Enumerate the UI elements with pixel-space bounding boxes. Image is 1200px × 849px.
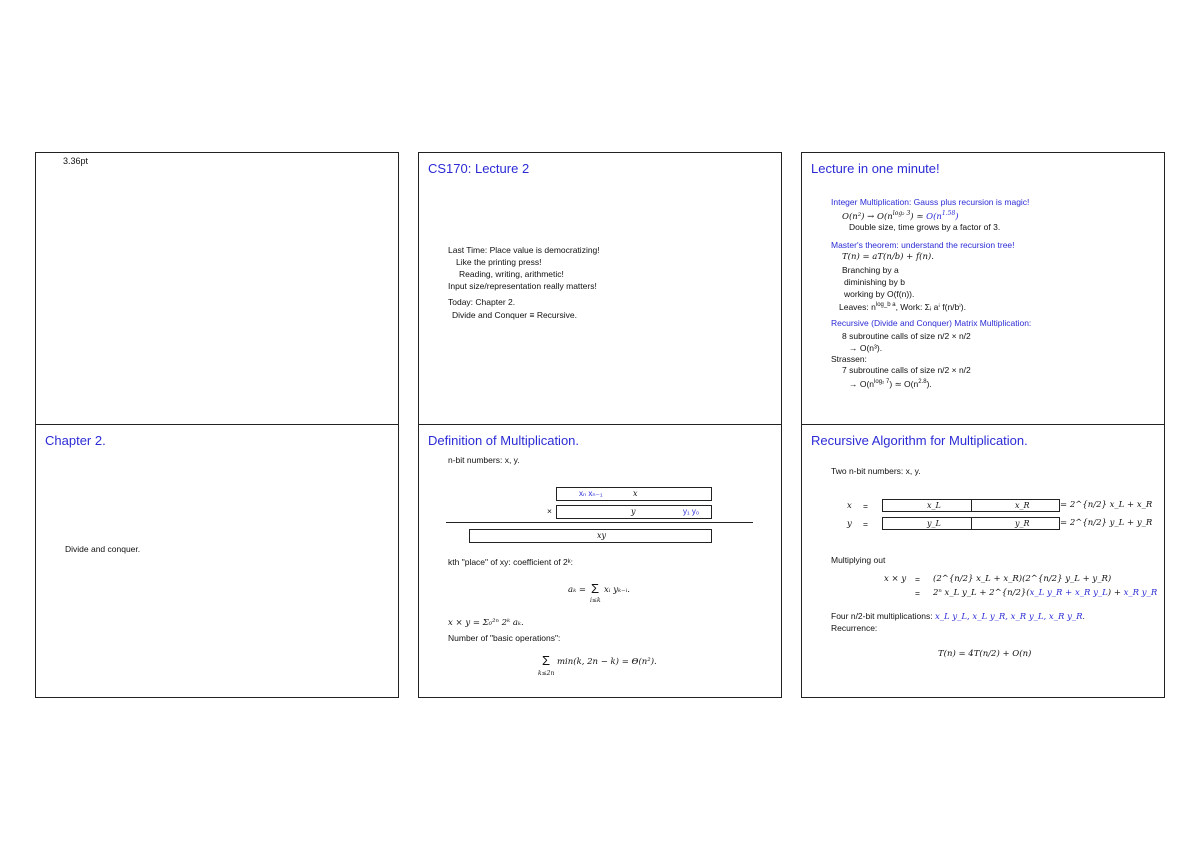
s2-line-2: Reading, writing, arithmetic! [459,269,564,279]
s6-y-eq: = [863,519,868,529]
s6-line2-eq: = [915,588,920,598]
s5-ak-sum: Σ [591,581,600,596]
y-digits-box: y y₁ y₀ [556,505,712,519]
s3-mt-line-1: diminishing by b [844,277,905,287]
s3-mt-heading: Master's theorem: understand the recursion tree! [831,240,1015,250]
s6-mult-out: Multiplying out [831,555,886,565]
s6-x-var: x [847,501,852,511]
s3-mt-line-0: Branching by a [842,265,899,275]
slide-4-body: Divide and conquer. [65,544,141,554]
s5-ak-rhs: xᵢ yₖ₋ᵢ. [604,585,631,595]
s3-im-eq: $O(n^2) \to O(n^{log_2 3})$ ≃ $O(n^{1.58})$ [842,210,959,222]
x-digits-box: xₙ xₙ₋₁ x [556,487,712,501]
s5-basic-ops: Number of "basic operations": [448,633,561,643]
s6-line1-eq: = [915,574,920,584]
slide-2-title: CS170: Lecture 2 [428,161,530,176]
s6-line2: 2ⁿ x_L y_L + 2^{n/2}(x_L y_R + x_R y_L) + x_R y_R [933,588,1158,598]
s3-rm-line-1: 8 subroutine calls of size n/2 × n/2 [842,331,971,341]
s2-line-0: Last Time: Place value is democratizing! [448,245,600,255]
s6-rec-eq: T(n) = 4T(n/2) + O(n) [938,649,1032,659]
s5-ops-sub: k≤2n [538,670,555,677]
slide-4-title: Chapter 2. [45,433,106,448]
slide-1-text: 3.36pt [63,156,89,166]
slide-2 [418,152,782,425]
s3-mt-line-2: working by O(f(n)). [844,289,915,299]
slide-5-title: Definition of Multiplication. [428,433,580,448]
s6-recurrence: Recurrence: [831,623,878,633]
s2-line-5: Divide and Conquer ≡ Recursive. [452,310,577,320]
s6-x-rhs: = 2^{n/2} x_L + x_R [1060,500,1153,510]
s6-y-rhs: = 2^{n/2} y_L + y_R [1060,518,1153,528]
slide-1 [35,152,399,425]
y-halves-box: y_L y_R [882,517,1060,530]
slide-5 [418,424,782,698]
s3-mt-leaves: Leaves: $n^{log\_b a}$, Work: Σᵢ aⁱ f(n/bⁱ). [839,301,966,312]
product-box: xy [469,529,712,543]
product-rule [446,522,753,523]
s6-line1-rhs: (2^{n/2} x_L + x_R)(2^{n/2} y_L + y_R) [933,574,1112,584]
s3-st-line-1: 7 subroutine calls of size n/2 × n/2 [842,365,971,375]
s2-line-4: Today: Chapter 2. [448,297,516,307]
s5-ops-rhs: min(k, 2n − k) = Θ(n²). [557,657,657,667]
s6-x-eq: = [863,501,868,511]
s2-line-3: Input size/representation really matters! [448,281,597,291]
s3-rm-heading: Recursive (Divide and Conquer) Matrix Multiplication: [831,318,1032,328]
s6-line1-lhs: x × y [884,574,907,584]
s3-im-note: Double size, time grows by a factor of 3. [849,222,1001,232]
s3-im-heading: Integer Multiplication: Gauss plus recursion is magic! [831,197,1030,207]
s3-mt-eq: T(n) = aT(n/b) + f(n). [842,252,934,262]
slide-3-title: Lecture in one minute! [811,161,940,176]
times-sign: × [547,506,552,516]
s6-four: Four n/2-bit multiplications: x_L y_L, x_L y_R, x_R y_L, x_R y_R. [831,611,1085,622]
s6-y-var: y [847,519,852,529]
x-halves-box: x_L x_R [882,499,1060,512]
slide-3 [801,152,1165,425]
slide-6-title: Recursive Algorithm for Multiplication. [811,433,1028,448]
s3-st-heading: Strassen: [831,354,867,364]
s2-line-1: Like the printing press! [456,257,542,267]
s5-intro: n-bit numbers: x, y. [448,455,520,465]
s3-st-line-2: → $O(n^{log_2 7})$ ≃ $O(n^{2.8})$. [849,378,932,389]
s5-ops-sum: Σ [542,653,551,668]
s3-rm-line-2: → O(n³). [849,343,883,353]
s6-intro: Two n-bit numbers: x, y. [831,466,921,476]
slide-6 [801,424,1165,698]
s5-ak-lhs: aₖ = [568,585,586,595]
s5-kth-place: kth "place" of xy: coefficient of 2ᵏ: [448,557,573,567]
s5-xy-eq: x × y = Σ₀²ⁿ 2ᵏ aₖ. [448,618,524,628]
slide-4 [35,424,399,698]
s5-ak-sub: i≤k [590,597,601,604]
